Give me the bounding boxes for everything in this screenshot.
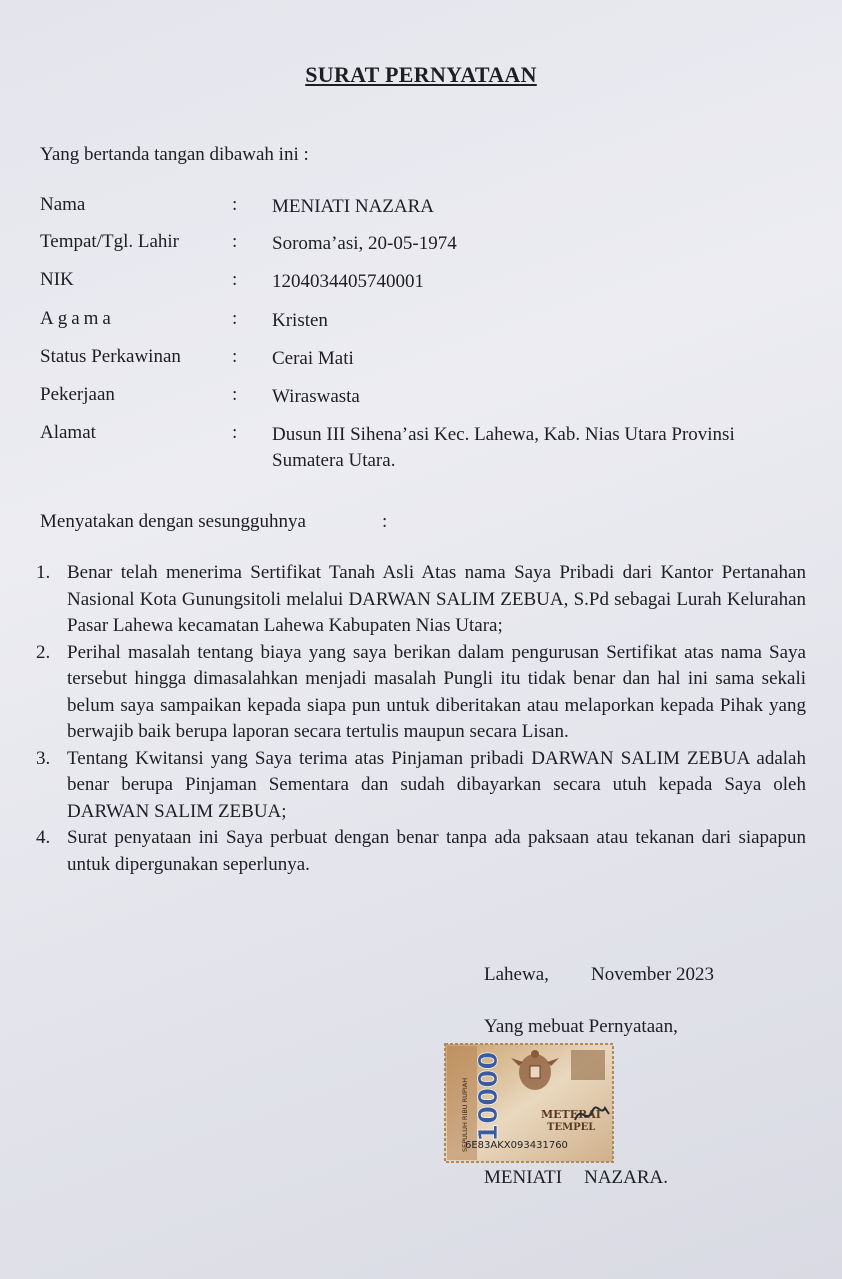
field-label: NIK xyxy=(40,269,74,290)
declaration-colon: : xyxy=(382,511,388,532)
stamp-amount: 10000 xyxy=(474,1051,504,1142)
intro-line: Yang bertanda tangan dibawah ini : xyxy=(40,144,309,165)
list-item-number: 3. xyxy=(36,747,51,769)
field-value: Kristen xyxy=(272,310,328,331)
list-item-number: 2. xyxy=(36,641,51,663)
list-item xyxy=(36,560,806,640)
field-colon: : xyxy=(232,346,238,367)
stamp-tempel-label: TEMPEL xyxy=(547,1122,596,1133)
list-item xyxy=(36,746,806,826)
field-colon: : xyxy=(232,269,238,290)
field-label: Status Perkawinan xyxy=(40,346,181,367)
field-label: Tempat/Tgl. Lahir xyxy=(40,231,180,252)
field-value: Soroma’asi, 20-05-1974 xyxy=(272,233,457,254)
field-value: Cerai Mati xyxy=(272,348,354,369)
field-value: Dusun III Sihena’asi Kec. Lahewa, Kab. Nias Utara Provinsi Sumatera Utara. xyxy=(272,424,735,471)
list-item-number: 1. xyxy=(36,562,51,583)
field-value: MENIATI NAZARA xyxy=(272,196,435,217)
field-colon: : xyxy=(232,308,238,329)
signatory-name xyxy=(484,1167,668,1189)
maker-label: Yang mebuat Pernyataan, xyxy=(484,1016,678,1037)
declaration-line xyxy=(40,511,388,533)
list-item-text: Tentang Kwitansi yang Saya terima atas Pinjaman pribadi DARWAN SALIM ZEBUA adalah benar berupa Pinjaman Sementara dan sudah dibayarkan secara utuh kepada Saya oleh DARWAN SALIM ZEBUA; xyxy=(67,747,806,822)
field-colon: : xyxy=(232,384,238,405)
field-label: Pekerjaan xyxy=(40,384,115,405)
field-value: Wiraswasta xyxy=(272,386,360,407)
list-item-text: Benar telah menerima Sertifikat Tanah Asli Atas nama Saya Pribadi dari Kantor Pertanahan Nasional Kota Gunungsitoli melalui DARWAN SALIM ZEBUA, S.Pd sebagai Lurah Kelurahan Pasar Lahewa kecamatan Lahewa Kabupaten Nias Utara; xyxy=(67,562,806,636)
closing-date: November 2023 xyxy=(591,964,714,985)
field-value: 1204034405740001 xyxy=(272,271,424,292)
list-item-text: Surat penyataan ini Saya perbuat dengan benar tanpa ada paksaan atau tekanan dari siapapun untuk dipergunakan seperlunya. xyxy=(67,827,806,875)
field-colon: : xyxy=(232,422,238,443)
field-label: Agama xyxy=(40,308,115,329)
list-item-text: Perihal masalah tentang biaya yang saya berikan dalam pengurusan Sertifikat atas nama Saya tersebut hingga dimasalahkan menjadi masalah Pungli itu tidak benar dan hal ini sama sekali belum saya sampaikan kepada siapa pun untuk diberitakan atau melaporkan kepada Pihak yang berwajib baik berupa laporan secara tertulis maupun secara Lisan. xyxy=(67,641,806,742)
stamp-denomination-text: SEPULUH RIBU RUPIAH xyxy=(461,1077,469,1152)
stamp-serial: 6E83AKX093431760 xyxy=(465,1140,568,1151)
stamp-meterai-label: METERAI xyxy=(541,1108,601,1121)
meterai-stamp xyxy=(443,1042,615,1164)
signatory-last-name: NAZARA. xyxy=(584,1167,669,1188)
field-label: Nama xyxy=(40,194,86,215)
field-colon: : xyxy=(232,231,238,252)
field-label: Alamat xyxy=(40,422,96,443)
signatory-first-name: MENIATI xyxy=(484,1167,563,1188)
declaration-text: Menyatakan dengan sesungguhnya xyxy=(40,511,306,532)
field-colon: : xyxy=(232,194,238,215)
closing-city: Lahewa, xyxy=(484,964,549,985)
stamp-hologram xyxy=(571,1050,605,1080)
list-item-number: 4. xyxy=(36,827,51,848)
document-title: SURAT PERNYATAAN xyxy=(305,62,537,87)
list-item xyxy=(36,640,806,746)
statement-list xyxy=(36,560,806,878)
list-item xyxy=(36,825,806,878)
